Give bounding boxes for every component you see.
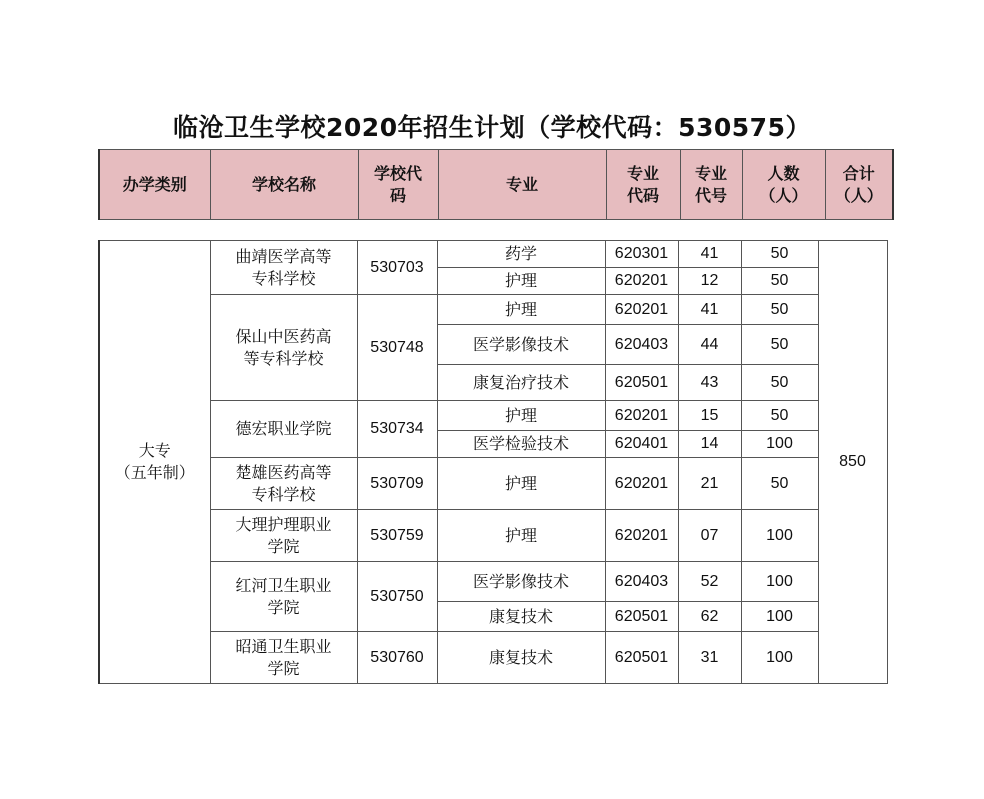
major-cell: 药学 <box>437 241 605 268</box>
major-no-cell: 62 <box>678 602 741 632</box>
school-name-cell: 大理护理职业 学院 <box>210 510 357 562</box>
major-cell: 护理 <box>437 458 605 510</box>
major-code-cell: 620301 <box>605 241 678 268</box>
category-cell: 大专 （五年制） <box>99 241 210 684</box>
school-code-cell: 530734 <box>357 401 437 458</box>
school-name-cell: 曲靖医学高等 专科学校 <box>210 241 357 295</box>
count-cell: 100 <box>741 632 818 684</box>
major-cell: 医学影像技术 <box>437 325 605 365</box>
total-cell: 850 <box>818 241 887 684</box>
table-row <box>99 632 887 684</box>
header-major: 专业 <box>438 150 606 220</box>
major-cell: 护理 <box>437 401 605 431</box>
table-row <box>99 241 887 268</box>
table-row <box>99 458 887 510</box>
header-count: 人数 （人） <box>742 150 825 220</box>
major-no-cell: 52 <box>678 562 741 602</box>
count-cell: 50 <box>741 295 818 325</box>
count-cell: 100 <box>741 602 818 632</box>
school-name-cell: 保山中医药高 等专科学校 <box>210 295 357 401</box>
major-code-cell: 620403 <box>605 562 678 602</box>
header-school-code: 学校代 码 <box>358 150 438 220</box>
major-code-cell: 620501 <box>605 365 678 401</box>
major-code-cell: 620501 <box>605 632 678 684</box>
school-name-cell: 德宏职业学院 <box>210 401 357 458</box>
major-no-cell: 31 <box>678 632 741 684</box>
count-cell: 100 <box>741 562 818 602</box>
major-no-cell: 14 <box>678 431 741 458</box>
enrollment-table <box>98 240 888 684</box>
major-code-cell: 620403 <box>605 325 678 365</box>
major-no-cell: 44 <box>678 325 741 365</box>
table-header <box>98 149 894 220</box>
major-no-cell: 15 <box>678 401 741 431</box>
major-cell: 康复技术 <box>437 602 605 632</box>
count-cell: 50 <box>741 365 818 401</box>
major-code-cell: 620401 <box>605 431 678 458</box>
header-category: 办学类别 <box>99 150 210 220</box>
count-cell: 100 <box>741 431 818 458</box>
major-no-cell: 43 <box>678 365 741 401</box>
header-major-no: 专业 代号 <box>680 150 742 220</box>
major-code-cell: 620201 <box>605 510 678 562</box>
table-row <box>99 510 887 562</box>
count-cell: 50 <box>741 458 818 510</box>
table-row <box>99 295 887 325</box>
major-code-cell: 620201 <box>605 458 678 510</box>
major-code-cell: 620201 <box>605 401 678 431</box>
major-cell: 康复治疗技术 <box>437 365 605 401</box>
school-code-cell: 530703 <box>357 241 437 295</box>
major-cell: 护理 <box>437 268 605 295</box>
count-cell: 50 <box>741 241 818 268</box>
document-title: 临沧卫生学校2020年招生计划（学校代码：530575） <box>173 113 811 142</box>
header-school-name: 学校名称 <box>210 150 358 220</box>
major-cell: 护理 <box>437 510 605 562</box>
count-cell: 50 <box>741 325 818 365</box>
major-no-cell: 41 <box>678 295 741 325</box>
major-cell: 医学检验技术 <box>437 431 605 458</box>
major-no-cell: 12 <box>678 268 741 295</box>
count-cell: 50 <box>741 401 818 431</box>
major-no-cell: 21 <box>678 458 741 510</box>
school-name-cell: 楚雄医药高等 专科学校 <box>210 458 357 510</box>
major-code-cell: 620201 <box>605 295 678 325</box>
header-major-code: 专业 代码 <box>606 150 680 220</box>
school-code-cell: 530709 <box>357 458 437 510</box>
major-code-cell: 620501 <box>605 602 678 632</box>
school-code-cell: 530750 <box>357 562 437 632</box>
school-code-cell: 530760 <box>357 632 437 684</box>
school-code-cell: 530748 <box>357 295 437 401</box>
table-row <box>99 401 887 431</box>
major-no-cell: 07 <box>678 510 741 562</box>
count-cell: 100 <box>741 510 818 562</box>
major-cell: 康复技术 <box>437 632 605 684</box>
major-code-cell: 620201 <box>605 268 678 295</box>
school-name-cell: 昭通卫生职业 学院 <box>210 632 357 684</box>
major-cell: 医学影像技术 <box>437 562 605 602</box>
major-cell: 护理 <box>437 295 605 325</box>
major-no-cell: 41 <box>678 241 741 268</box>
school-code-cell: 530759 <box>357 510 437 562</box>
table-row <box>99 562 887 602</box>
header-total: 合计 （人） <box>825 150 893 220</box>
school-name-cell: 红河卫生职业 学院 <box>210 562 357 632</box>
count-cell: 50 <box>741 268 818 295</box>
